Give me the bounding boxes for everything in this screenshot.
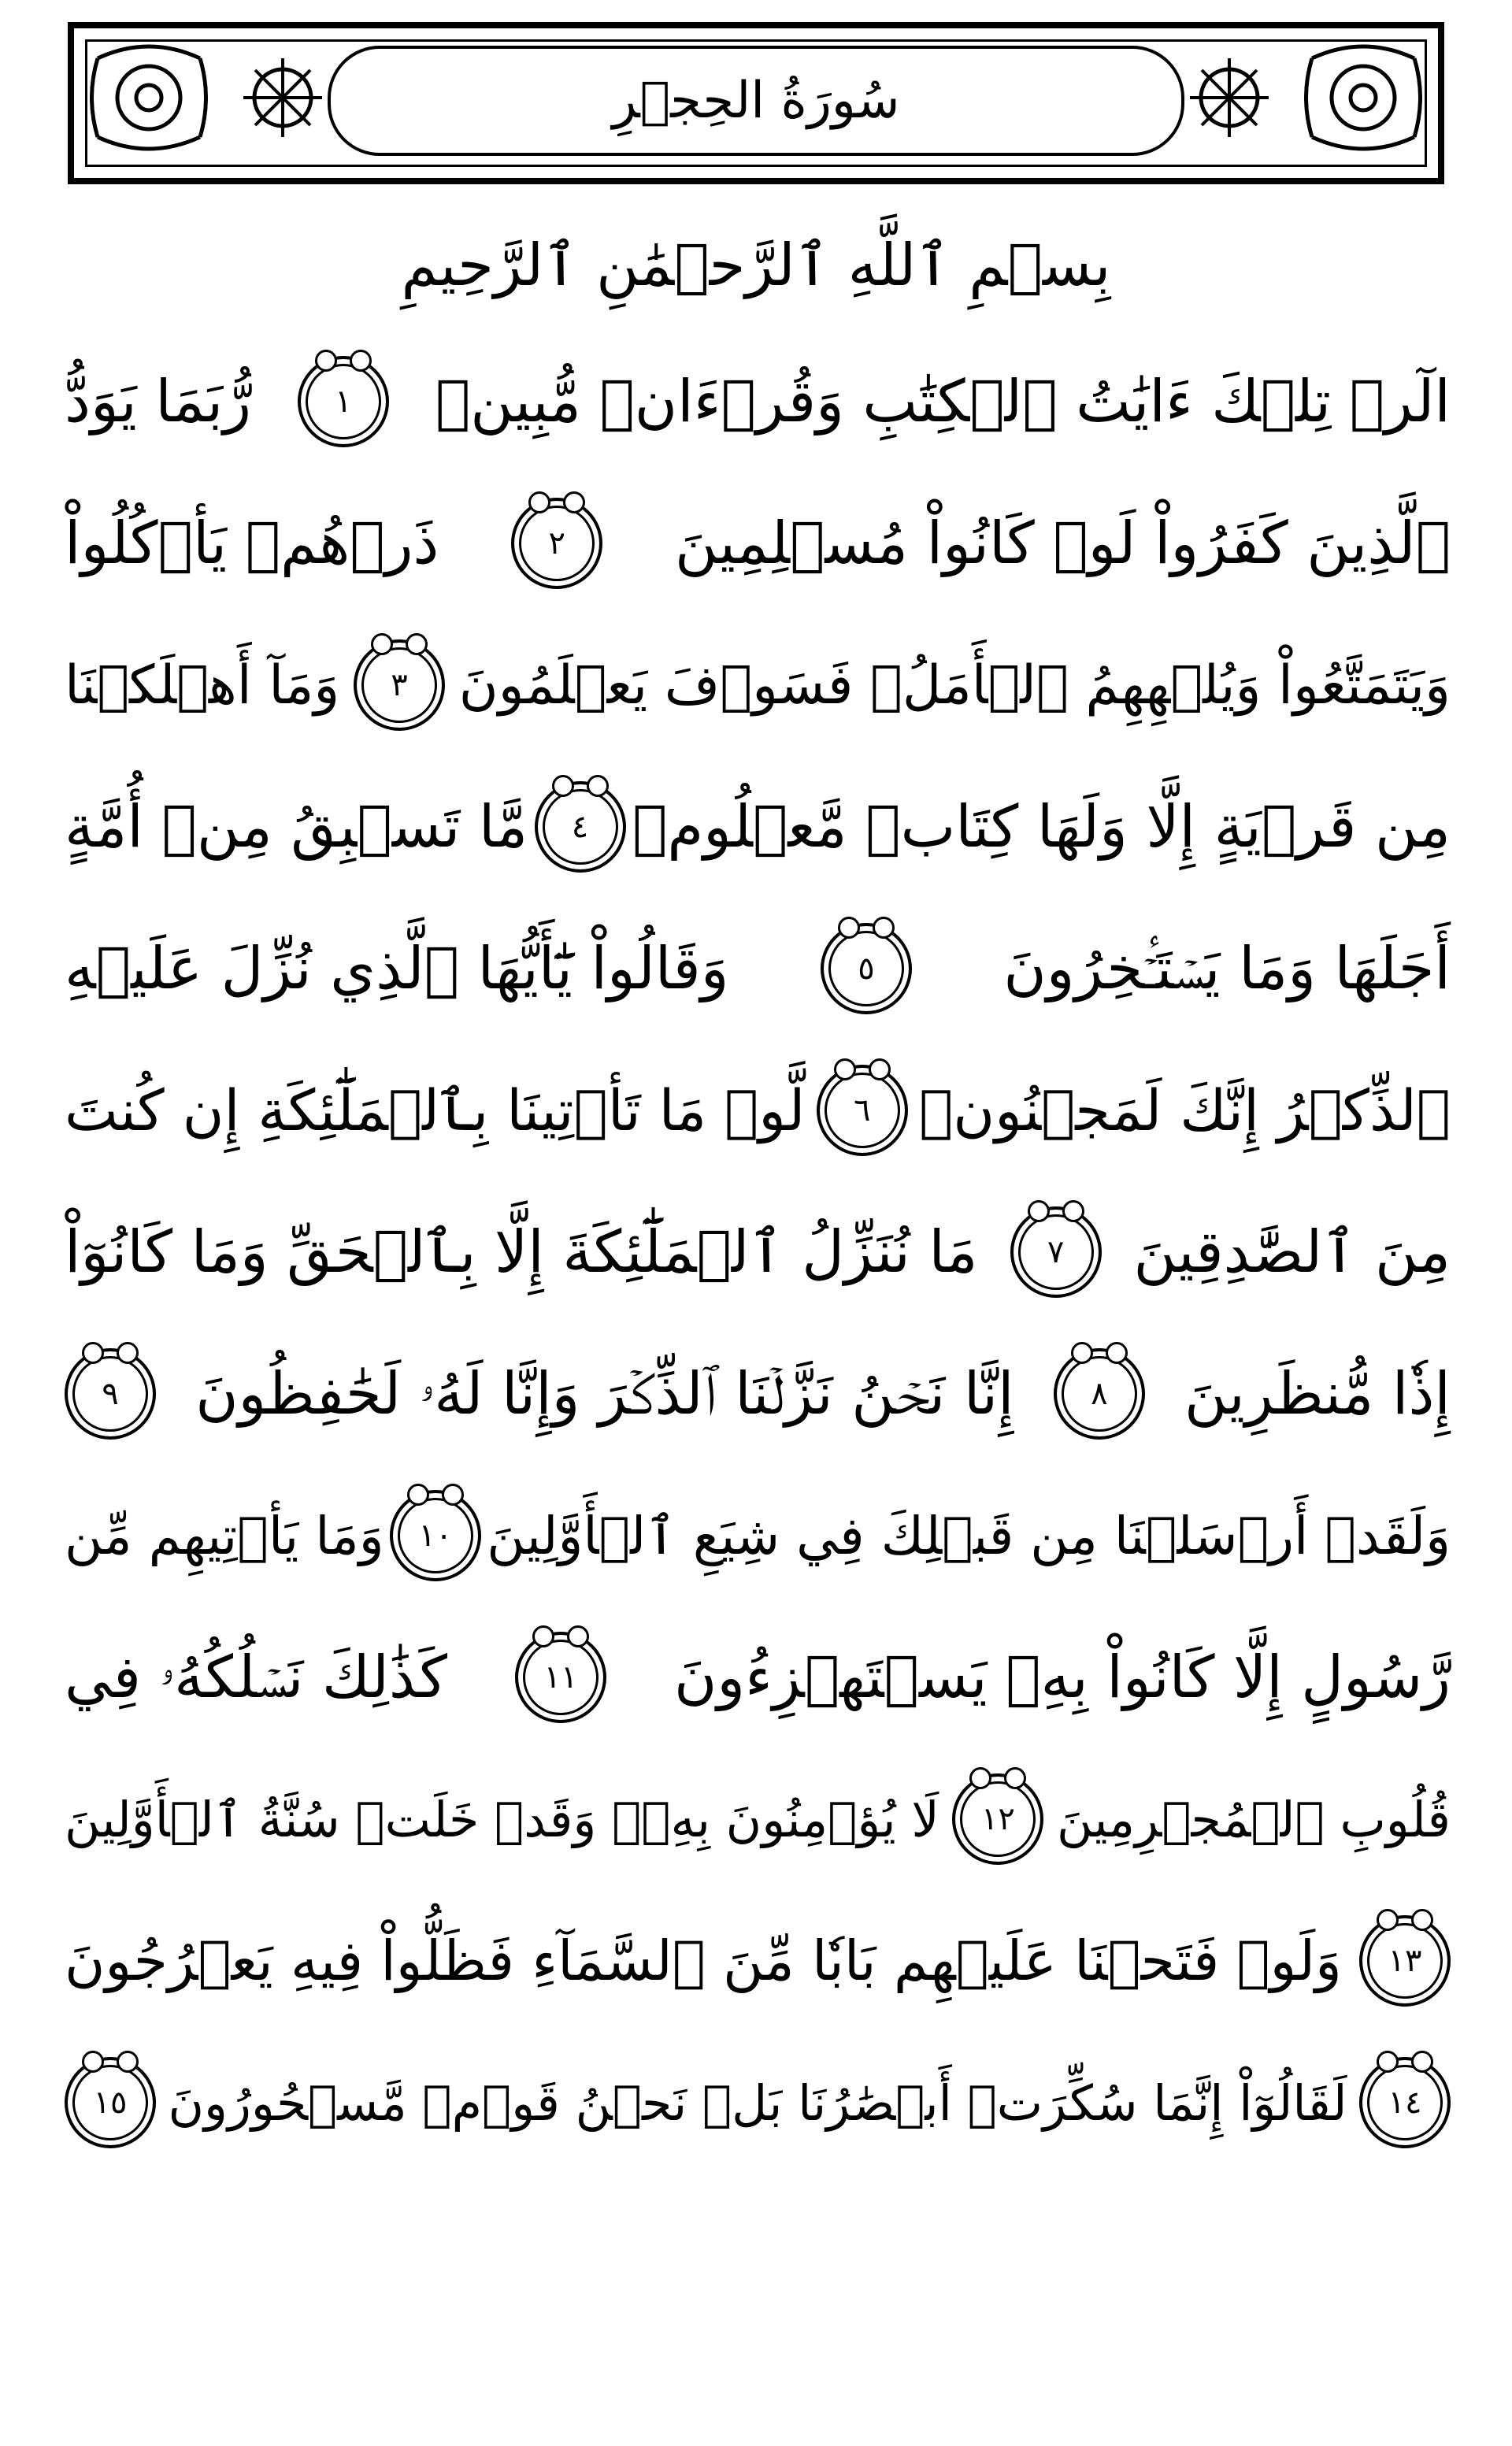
surah-header (68, 22, 1444, 184)
verse-text: وَلَقَدۡ أَرۡسَلۡنَا مِن قَبۡلِكَ فِي شِيَعِ ٱلۡأَوَّلِينَ (487, 1505, 1451, 1566)
verse-text: ٱلذِّكۡرُ إِنَّكَ لَمَجۡنُونٞ (919, 1077, 1451, 1143)
verse-line (65, 1040, 1451, 1181)
floral-ornament-icon (1304, 43, 1422, 153)
verse-line (65, 473, 1451, 614)
ayah-number-marker: ١٥ (65, 2057, 156, 2148)
ayah-number-marker: ١٢ (952, 1773, 1043, 1865)
floral-ornament-icon (90, 43, 208, 153)
surah-title: سُورَةُ الحِجۡرِ (612, 72, 900, 130)
verse-line (65, 1748, 1451, 1890)
verse-line (65, 2032, 1451, 2174)
verse-text: وَمَا يَأۡتِيهِم مِّن (65, 1505, 384, 1566)
ayah-number-marker: ١ (298, 356, 389, 447)
verse-text: إِذٗا مُّنظَرِينَ (1184, 1360, 1451, 1428)
ayah-number-marker: ١١ (515, 1632, 606, 1723)
verse-text: أَجَلَهَا وَمَا يَسۡتَـٔۡخِرُونَ (1003, 934, 1451, 1002)
ayah-number-marker: ١٤ (1359, 2057, 1451, 2148)
verse-text: مِن قَرۡيَةٍ إِلَّا وَلَهَا كِتَابٞ مَّعۡلُومٞ (632, 793, 1451, 861)
basmala: بِسۡمِ ٱللَّهِ ٱلرَّحۡمَٰنِ ٱلرَّحِيمِ (401, 232, 1111, 299)
ayah-number-marker: ٣ (354, 639, 445, 731)
verse-line (65, 614, 1451, 756)
verse-line (65, 1181, 1451, 1323)
verse-line (65, 331, 1451, 473)
verse-line (65, 1323, 1451, 1465)
verse-text: مَّا تَسۡبِقُ مِنۡ أُمَّةٍ (65, 793, 528, 861)
ayah-number-marker: ٤ (535, 781, 626, 873)
verse-text: إِنَّا نَحۡنُ نَزَّلۡنَا ٱلذِّكۡرَ وَإِنَّا لَهُۥ لَحَٰفِظُونَ (195, 1359, 1014, 1428)
verse-text: مِنَ ٱلصَّٰدِقِينَ (1133, 1218, 1451, 1286)
verse-text: لَقَالُوٓاْ إِنَّمَا سُكِّرَتۡ أَبۡصَٰرُنَا بَلۡ نَحۡنُ قَوۡمٞ مَّسۡحُورُونَ (168, 2074, 1347, 2132)
verse-text: وَلَوۡ فَتَحۡنَا عَلَيۡهِم بَابٗا مِّنَ ٱلسَّمَآءِ فَظَلُّواْ فِيهِ يَعۡرُجُونَ (65, 1929, 1342, 1993)
ayah-number-marker: ٦ (817, 1065, 908, 1156)
verse-text: مَا نُنَزِّلُ ٱلۡمَلَٰٓئِكَةَ إِلَّا بِٱلۡحَقِّ وَمَا كَانُوٓاْ (65, 1218, 978, 1286)
verse-text: ٱلَّذِينَ كَفَرُواْ لَوۡ كَانُواْ مُسۡلِمِينَ (675, 510, 1451, 577)
verse-text: لَّوۡ مَا تَأۡتِينَا بِٱلۡمَلَٰٓئِكَةِ إِن كُنتَ (65, 1077, 806, 1143)
verse-text: ذَرۡهُمۡ يَأۡكُلُواْ (65, 510, 439, 577)
ayah-number-marker: ١٠ (390, 1490, 481, 1581)
verse-line (65, 756, 1451, 898)
verse-text: وَيَتَمَتَّعُواْ وَيُلۡهِهِمُ ٱلۡأَمَلُۖ فَسَوۡفَ يَعۡلَمُونَ (458, 654, 1451, 717)
ayah-number-marker: ٥ (821, 923, 912, 1014)
floral-ornament-icon (224, 43, 342, 153)
verse-text: رُّبَمَا يَوَدُّ (65, 368, 251, 435)
ayah-number-marker: ٩ (65, 1348, 156, 1440)
ayah-number-marker: ٧ (1010, 1206, 1102, 1298)
ayah-number-marker: ٢ (511, 498, 602, 589)
verse-line (65, 1465, 1451, 1607)
verse-line (65, 1607, 1451, 1748)
ayah-number-marker: ٨ (1054, 1348, 1145, 1440)
verse-text: قُلُوبِ ٱلۡمُجۡرِمِينَ (1057, 1790, 1451, 1848)
floral-ornament-icon (1170, 43, 1288, 153)
surah-title-cartouche (328, 46, 1184, 156)
verse-text: وَقَالُواْ يَٰٓأَيُّهَا ٱلَّذِي نُزِّلَ عَلَيۡهِ (65, 935, 729, 1002)
verse-lines (65, 331, 1451, 2174)
verse-text: رَّسُولٍ إِلَّا كَانُواْ بِهِۦ يَسۡتَهۡزِءُونَ (674, 1644, 1451, 1711)
verse-text: الٓرۚ تِلۡكَ ءَايَٰتُ ٱلۡكِتَٰبِ وَقُرۡءَانٖ مُّبِينٖ (435, 368, 1451, 435)
verse-line (65, 1890, 1451, 2032)
verse-text: لَا يُؤۡمِنُونَ بِهِۦۖ وَقَدۡ خَلَتۡ سُنَّةُ ٱلۡأَوَّلِينَ (65, 1790, 939, 1848)
verse-line (65, 898, 1451, 1040)
verse-text: وَمَآ أَهۡلَكۡنَا (65, 654, 340, 717)
ayah-number-marker: ١٣ (1359, 1915, 1451, 2007)
verse-text: كَذَٰلِكَ نَسۡلُكُهُۥ فِي (65, 1643, 447, 1711)
